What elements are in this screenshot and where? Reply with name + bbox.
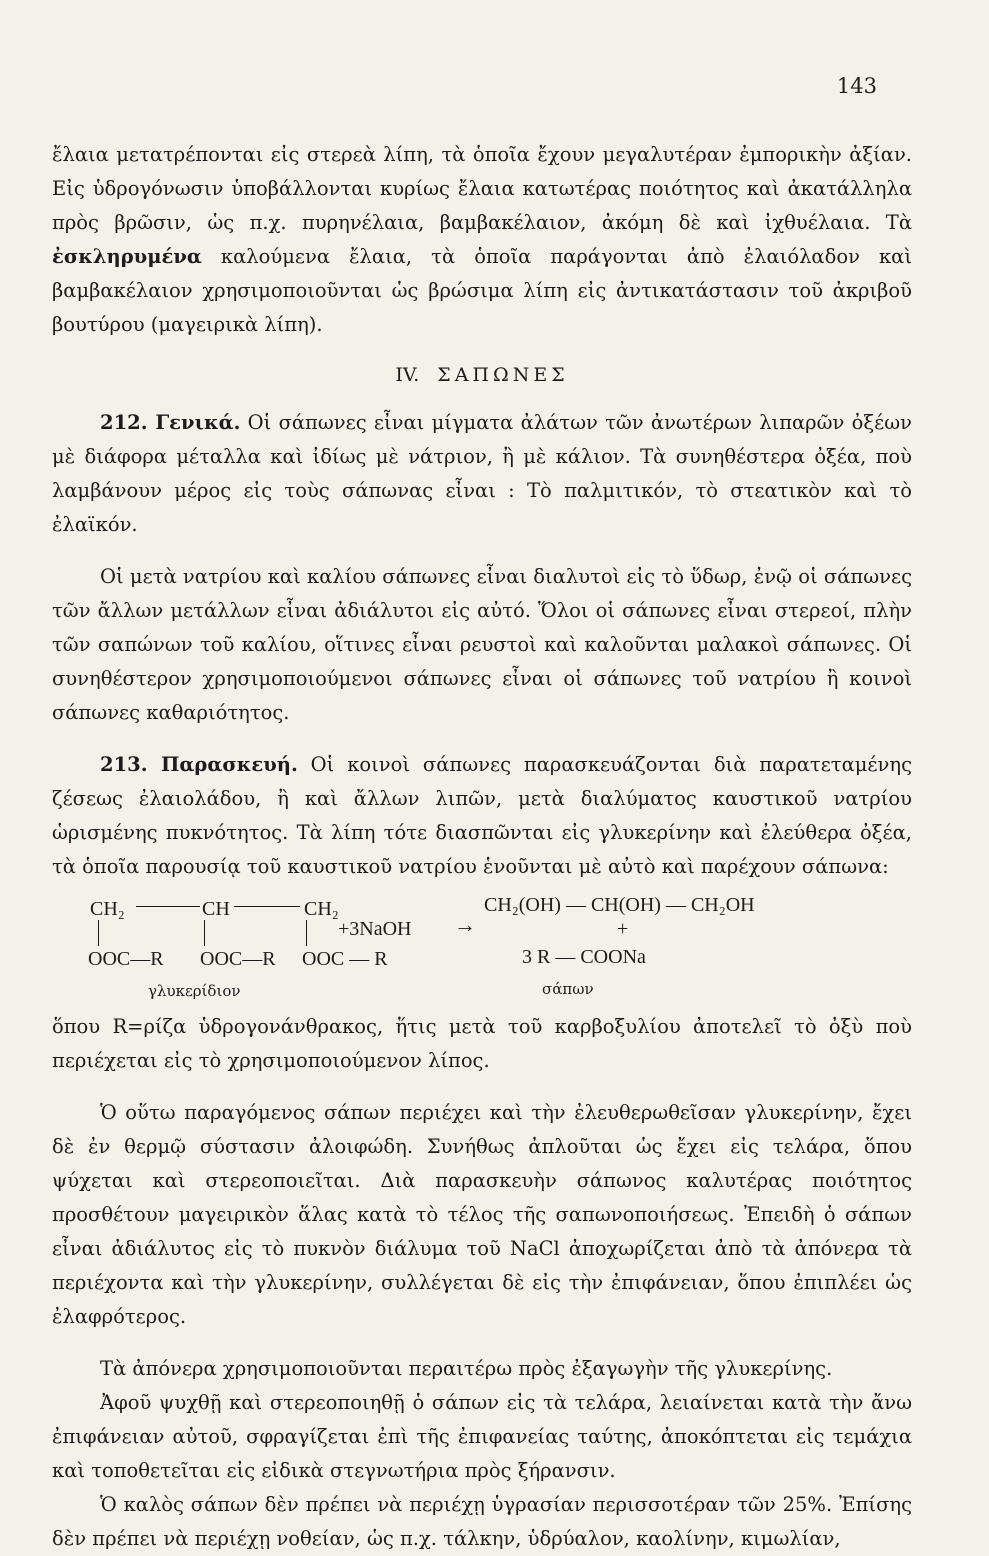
eq-ch2-right: CH₂: [304, 898, 339, 920]
section-213-label: 213. Παρασκευή.: [100, 753, 298, 776]
section-212-label: 212. Γενικά.: [100, 411, 241, 434]
eq-ooc-r-1: OOC—R: [88, 948, 164, 970]
eq-ch2-left: CH₂: [90, 898, 125, 920]
eq-ooc-r-2: OOC—R: [200, 948, 276, 970]
eq-plus: +: [617, 918, 629, 940]
eq-reagent: +3NaOH: [338, 918, 412, 940]
eq-glyceride-label: γλυκερίδιον: [148, 982, 241, 1000]
eq-bond-1: [136, 906, 200, 907]
section-title: ΣΑΠΩΝΕΣ: [437, 364, 569, 386]
saponification-equation: [52, 888, 912, 1006]
paragraph-213: 213. Παρασκευή. Οἱ κοινοὶ σάπωνες παρασκευάζονται διὰ παρατεταμένης ζέσεως ἐλαιολάδου, ἢ καὶ ἄλλων λιπῶν, μετὰ διαλύματος καυστικοῦ νατρίου ὡρισμένης πυκνότητος. Τὰ λίπη τότε διασπῶνται εἰς γλυκερίνην καὶ ἐλεύθερα ὀξέα, τὰ ὁποῖα παρουσίᾳ τοῦ καυστικοῦ νατρίου ἑνοῦνται μὲ αὐτὸ καὶ παρέχουν σάπωνα:: [52, 753, 912, 878]
hardened-oils-term: ἐσκληρυμένα: [52, 245, 202, 268]
eq-glycerin: CH₂(OH) — CH(OH) — CH₂OH: [484, 894, 755, 916]
eq-arrow: →: [454, 912, 476, 937]
paragraph-r-definition: ὅπου R=ρίζα ὑδρογονάνθρακος, ἥτις μετὰ τοῦ καρβοξυλίου ἀποτελεῖ τὸ ὀξὺ ποὺ περιέχεται εἰς τὸ χρησιμοποιούμενον λίπος.: [52, 1015, 912, 1072]
eq-soap-label: σάπων: [542, 980, 594, 998]
paragraph-212: 212. Γενικά. Οἱ σάπωνες εἶναι μίγματα ἀλάτων τῶν ἀνωτέρων λιπαρῶν ὀξέων μὲ διάφορα μέταλλα καὶ ἰδίως μὲ νάτριον, ἢ μὲ κάλιον. Τὰ συνηθέστερα ὀξέα, ποὺ λαμβάνουν μέρος εἰς τοὺς σάπωνας εἶναι : Τὸ παλμιτικόν, τὸ στεατικὸν καὶ τὸ ἐλαϊκόν.: [52, 411, 912, 536]
paragraph-quality: Ὁ καλὸς σάπων δὲν πρέπει νὰ περιέχῃ ὑγρασίαν περισσοτέραν τῶν 25%. Ἐπίσης δὲν πρέπει νὰ περιέχῃ νοθείαν, ὡς π.χ. τάλκην, ὑδρύαλον, καολίνην, κιμωλίαν,: [52, 1493, 912, 1550]
eq-bond-2: [234, 906, 300, 907]
paragraph-drying: Ἀφοῦ ψυχθῇ καὶ στερεοποιηθῇ ὁ σάπων εἰς τὰ τελάρα, λειαίνεται κατὰ τὴν ἄνω ἐπιφάνειαν αὐτοῦ, σφραγίζεται ἐπὶ τῆς ἐπιφανείας ταύτης, ἀποκόπτεται εἰς τεμάχια καὶ τοποθετεῖται εἰς εἰδικὰ στεγνωτήρια πρὸς ξήρανσιν.: [52, 1391, 912, 1482]
page-number: 143: [836, 74, 877, 98]
paragraph-soap-glycerin: Ὁ οὕτω παραγόμενος σάπων περιέχει καὶ τὴν ἐλευθερωθεῖσαν γλυκερίνην, ἔχει δὲ ἐν θερμῷ σύστασιν ἀλοιφώδη. Συνήθως ἀπλοῦται ὡς ἔχει εἰς τελάρα, ὅπου ψύχεται καὶ στερεοποιεῖται. Διὰ παρασκευὴν σάπωνος καλυτέρας ποιότητος προσθέτουν μαγειρικὸν ἅλας κατὰ τὸ τέλος τῆς σαπωνοποιήσεως. Ἐπειδὴ ὁ σάπων εἶναι ἀδιάλυτος εἰς τὸ πυκνὸν διάλυμα τοῦ NaCl ἀποχωρίζεται ἀπὸ τὰ ἀπόνερα τὰ περιέχοντα καὶ τὴν γλυκερίνην, συλλέγεται δὲ εἰς τὴν ἐπιφάνειαν, ὅπου ἐπιπλέει ὡς ἐλαφρότερος.: [52, 1101, 912, 1328]
intro-paragraph: ἔλαια μετατρέπονται εἰς στερεὰ λίπη, τὰ ὁποῖα ἔχουν μεγαλυτέραν ἐμπορικὴν ἀξίαν. Εἰς ὑδρογόνωσιν ὑποβάλλονται κυρίως ἔλαια κατωτέρας ποιότητος καὶ ἀκατάλληλα πρὸς βρῶσιν, ὡς π.χ. πυρηνέλαια, βαμβακέλαιον, ἀκόμη δὲ καὶ ἰχθυέλαια. Τὰ ἐσκληρυμένα καλούμενα ἔλαια, τὰ ὁποῖα παράγονται ἀπὸ ἐλαιόλαδον καὶ βαμβακέλαιον χρησιμοποιοῦνται ὡς βρώσιμα λίπη εἰς ἀντικατάστασιν τοῦ ἀκριβοῦ βουτύρου (μαγειρικὰ λίπη).: [52, 143, 912, 336]
section-number: IV.: [395, 364, 420, 386]
eq-ch-mid: CH: [202, 898, 230, 920]
eq-soap-formula: 3 R — COONa: [522, 946, 646, 968]
section-heading: [52, 358, 912, 392]
page-body: [52, 138, 912, 1556]
paragraph-wastewater: Τὰ ἀπόνερα χρησιμοποιοῦνται περαιτέρω πρὸς ἐξαγωγὴν τῆς γλυκερίνης.: [100, 1357, 833, 1380]
paragraph-212-2: Οἱ μετὰ νατρίου καὶ καλίου σάπωνες εἶναι διαλυτοὶ εἰς τὸ ὕδωρ, ἐνῷ οἱ σάπωνες τῶν ἄλλων μετάλλων εἶναι ἀδιάλυτοι εἰς αὐτό. Ὅλοι οἱ σάπωνες εἶναι στερεοί, πλὴν τῶν σαπώνων τοῦ καλίου, οἵτινες εἶναι ρευστοὶ καὶ καλοῦνται μαλακοὶ σάπωνες. Οἱ συνηθέστερον χρησιμοποιούμενοι σάπωνες εἶναι οἱ σάπωνες τοῦ νατρίου ἢ κοινοὶ σάπωνες καθαριότητος.: [52, 565, 912, 724]
eq-ooc-r-3: OOC — R: [302, 948, 388, 970]
